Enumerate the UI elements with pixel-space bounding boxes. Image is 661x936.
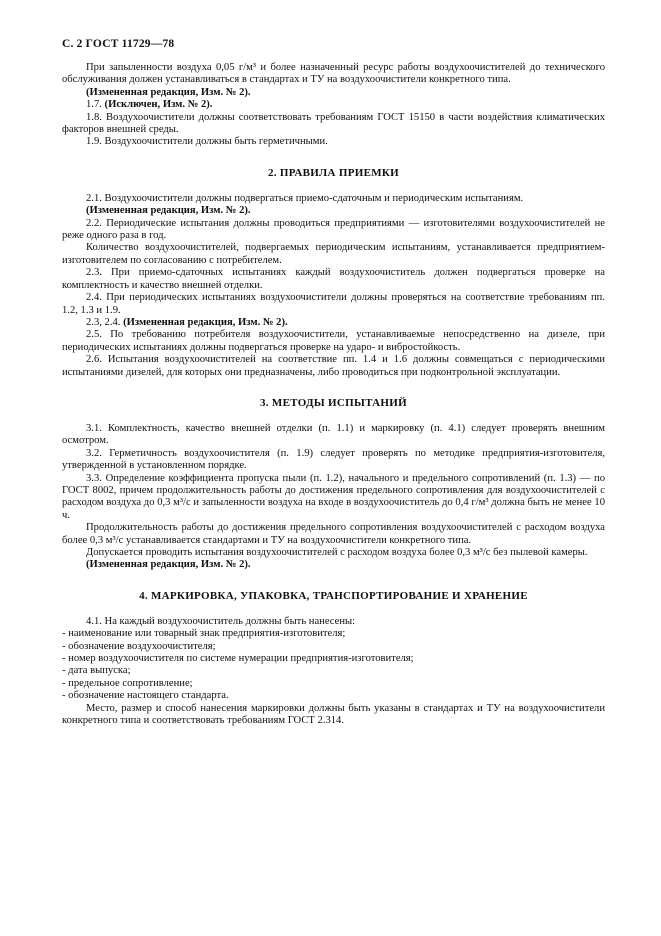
paragraph-2-2: 2.2. Периодические испытания должны проводиться предприятиями — изготовителями воздухоочистителей не реже одного раза в год.	[62, 217, 605, 242]
paragraph: Допускается проводить испытания воздухоочистителей с расходом воздуха более 0,3 м³/с без пылевой камеры.	[86, 547, 588, 558]
paragraph-2-6: 2.6. Испытания воздухоочистителей на соответствие пп. 1.4 и 1.6 должны совмещаться с периодическими испытаниями дизелей, для которых они предназначены, либо проводиться при подконтрольной эксплуатации.	[62, 354, 605, 378]
section-3-title: 3. МЕТОДЫ ИСПЫТАНИЙ	[260, 396, 407, 409]
paragraph-2-3-2-4	[62, 317, 605, 329]
list-item: - дата выпуска;	[62, 665, 131, 677]
list-item: - номер воздухоочистителя по системе нумерации предприятия-изготовителя;	[62, 653, 414, 665]
revision-note: (Измененная редакция, Изм. № 2).	[86, 559, 251, 571]
clause-number: 1.7.	[86, 99, 105, 111]
paragraph: При запыленности воздуха 0,05 г/м³ и более назначенный ресурс работы воздухоочистителей до технического обслуживания должен устанавливаться в стандартах и ТУ на воздухоочистители конкретного типа.	[62, 62, 605, 86]
paragraph-2-4: 2.4. При периодических испытаниях воздухоочистители должны проверяться на соответствие требованиям пп. 1.2, 1.3 и 1.9.	[62, 292, 605, 316]
paragraph-3-2: 3.2. Герметичность воздухоочистителя (п. 1.9) следует проверять по методике предприятия-изготовителя, утвержденной в установленном порядке.	[62, 447, 605, 472]
section-4-title: 4. МАРКИРОВКА, УПАКОВКА, ТРАНСПОРТИРОВАНИЕ И ХРАНЕНИЕ	[139, 589, 528, 602]
paragraph: Продолжительность работы до достижения предельного сопротивления воздухоочистителей с расходом воздуха более 0,3 м³/с устанавливается стандартами и ТУ на воздухоочистители конкретного типа.	[62, 522, 605, 546]
paragraph: Место, размер и способ нанесения маркировки должны быть указаны в стандартах и ТУ на воздухоочистители конкретного типа и соответствовать требованиям ГОСТ 2.314.	[62, 702, 605, 727]
revision-note: (Измененная редакция, Изм. № 2).	[86, 86, 251, 98]
page-header: С. 2 ГОСТ 11729—78	[62, 38, 175, 50]
paragraph-1-8: 1.8. Воздухоочистители должны соответствовать требованиям ГОСТ 15150 в части воздействия климатических факторов внешней среды.	[62, 111, 605, 136]
paragraph-2-3: 2.3. При приемо-сдаточных испытаниях каждый воздухоочиститель должен подвергаться проверке на комплектность и качество внешней отделки.	[62, 267, 605, 291]
paragraph-2-1: 2.1. Воздухоочистители должны подвергаться приемо-сдаточным и периодическим испытаниям.	[86, 192, 524, 204]
paragraph-1-9: 1.9. Воздухоочистители должны быть герметичными.	[86, 136, 328, 148]
paragraph-4-1: 4.1. На каждый воздухоочиститель должны быть нанесены:	[86, 615, 356, 627]
paragraph-2-5: 2.5. По требованию потребителя воздухоочистители, устанавливаемые непосредственно на дизеле, при периодических испытаниях должны подвергаться проверке на ударо- и вибростойкость.	[62, 329, 605, 353]
revision-note: (Измененная редакция, Изм. № 2).	[123, 316, 288, 328]
revision-note: (Измененная редакция, Изм. № 2).	[86, 205, 251, 217]
revision-note: (Исключен, Изм. № 2).	[104, 99, 213, 111]
list-item: - обозначение настоящего стандарта.	[62, 690, 229, 702]
paragraph-3-1: 3.1. Комплектность, качество внешней отделки (п. 1.1) и маркировку (п. 4.1) следует проверять внешним осмотром.	[62, 422, 605, 447]
paragraph-1-7	[62, 99, 605, 111]
list-item: - предельное сопротивление;	[62, 677, 193, 689]
paragraph-3-3: 3.3. Определение коэффициента пропуска пыли (п. 1.2), начального и предельного сопротивлений (п. 1.3) — по ГОСТ 8002, причем продолжительность работы до достижения предельного сопротивления для воздухоочистителей с расходом воздуха до 0,3 м³/с и запыленности воздуха на входе в воздухоочиститель до 0,4 г/м³ должна быть не менее 10 ч.	[62, 472, 605, 521]
list-item: - наименование или товарный знак предприятия-изготовителя;	[62, 628, 346, 640]
section-2-title: 2. ПРАВИЛА ПРИЕМКИ	[267, 166, 400, 179]
paragraph: Количество воздухоочистителей, подвергаемых периодическим испытаниям, устанавливается предприятием-изготовителем по согласованию с потребителем.	[62, 242, 605, 266]
clause-number: 2.3, 2.4.	[86, 316, 124, 328]
list-item: - обозначение воздухоочистителя;	[62, 640, 216, 652]
